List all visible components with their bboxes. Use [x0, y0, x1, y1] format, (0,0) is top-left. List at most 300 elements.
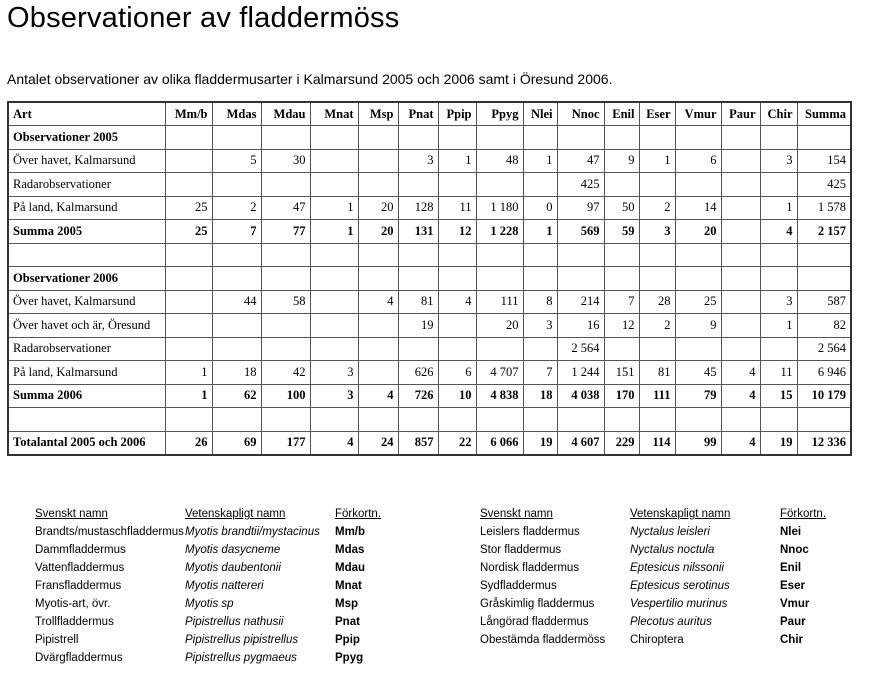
- legend-row: [480, 631, 826, 649]
- legend-abbreviation: Paur: [780, 616, 806, 628]
- legend-row: [35, 541, 381, 559]
- table-cell: 81: [398, 290, 438, 314]
- table-cell: [358, 361, 398, 385]
- legend-scientific-name: Vespertilio murinus: [630, 598, 728, 610]
- table-cell: 1: [310, 220, 358, 244]
- table-row: [8, 290, 851, 314]
- table-cell: 11: [438, 196, 476, 220]
- legend-swedish-name: Obestämda fladdermöss: [480, 634, 606, 646]
- table-cell: [398, 126, 438, 150]
- table-cell: 111: [639, 384, 675, 408]
- legend-swedish-name: Sydfladdermus: [480, 580, 557, 592]
- legend-header-swedish-name: Svenskt namn: [35, 508, 108, 520]
- legend-abbreviation: Ppyg: [335, 652, 364, 664]
- table-cell: 82: [797, 314, 851, 338]
- legend-left: [35, 505, 381, 667]
- table-cell: [523, 173, 557, 197]
- row-label-cell: Observationer 2006: [8, 267, 165, 291]
- legend-row: [35, 613, 381, 631]
- column-header-mmb: Mm/b: [165, 102, 212, 126]
- table-cell: [398, 408, 438, 432]
- page-subtitle: Antalet observationer av olika fladdermusarter i Kalmarsund 2005 och 2006 samt i Öresund 2006.: [7, 71, 613, 87]
- column-header-chir: Chir: [760, 102, 797, 126]
- legend-abbreviation: Nnoc: [780, 544, 809, 556]
- table-cell: [212, 126, 261, 150]
- table-cell: [165, 290, 212, 314]
- table-cell: 626: [398, 361, 438, 385]
- table-cell: 6 946: [797, 361, 851, 385]
- table-cell: 3: [523, 314, 557, 338]
- table-cell: [310, 290, 358, 314]
- table-cell: [760, 126, 797, 150]
- table-cell: 587: [797, 290, 851, 314]
- table-cell: [212, 173, 261, 197]
- table-cell: [721, 290, 760, 314]
- table-cell: [557, 243, 604, 267]
- table-cell: [797, 243, 851, 267]
- table-cell: 47: [261, 196, 310, 220]
- legend-abbreviation: Nlei: [780, 526, 802, 538]
- row-label-cell: Radarobservationer: [8, 337, 165, 361]
- table-cell: [165, 126, 212, 150]
- table-cell: [523, 337, 557, 361]
- table-row: [8, 431, 851, 455]
- legend-scientific-name: Nyctalus leisleri: [630, 526, 710, 538]
- legend-header-scientific-name: Vetenskapligt namn: [185, 508, 286, 520]
- row-label-cell: På land, Kalmarsund: [8, 196, 165, 220]
- table-cell: 20: [675, 220, 721, 244]
- table-cell: [604, 337, 639, 361]
- legend-abbreviation: Enil: [780, 562, 802, 574]
- table-cell: 8: [523, 290, 557, 314]
- legend-scientific-name: Chiroptera: [630, 634, 684, 646]
- table-row: [8, 267, 851, 291]
- table-row: [8, 220, 851, 244]
- legend-row: [480, 577, 826, 595]
- table-cell: [604, 267, 639, 291]
- table-cell: [438, 337, 476, 361]
- table-cell: 1: [438, 149, 476, 173]
- table-cell: [523, 126, 557, 150]
- table-cell: [398, 337, 438, 361]
- table-cell: 177: [261, 431, 310, 455]
- column-header-nlei: Nlei: [523, 102, 557, 126]
- legend-row: [35, 559, 381, 577]
- table-cell: 1 228: [476, 220, 523, 244]
- table-cell: 4: [310, 431, 358, 455]
- table-cell: [438, 243, 476, 267]
- table-cell: 7: [212, 220, 261, 244]
- table-cell: [310, 408, 358, 432]
- table-cell: 1: [523, 149, 557, 173]
- table-cell: 25: [675, 290, 721, 314]
- legend-scientific-name: Myotis dasycneme: [185, 544, 281, 556]
- legend-scientific-name: Pipistrellus nathusii: [185, 616, 284, 628]
- row-label-cell: Över havet, Kalmarsund: [8, 149, 165, 173]
- table-cell: 128: [398, 196, 438, 220]
- table-cell: 69: [212, 431, 261, 455]
- table-cell: 62: [212, 384, 261, 408]
- table-cell: 2 157: [797, 220, 851, 244]
- legend-swedish-name: Långörad fladdermus: [480, 616, 589, 628]
- table-cell: 1: [165, 361, 212, 385]
- table-cell: 15: [760, 384, 797, 408]
- table-cell: [165, 314, 212, 338]
- legend-swedish-name: Nordisk fladdermus: [480, 562, 580, 574]
- table-cell: 2: [639, 314, 675, 338]
- table-cell: [675, 408, 721, 432]
- table-cell: 425: [557, 173, 604, 197]
- table-cell: [212, 408, 261, 432]
- table-cell: [604, 173, 639, 197]
- table-cell: 9: [604, 149, 639, 173]
- table-cell: 170: [604, 384, 639, 408]
- table-cell: [476, 267, 523, 291]
- table-cell: [639, 337, 675, 361]
- table-cell: 19: [523, 431, 557, 455]
- table-cell: [165, 173, 212, 197]
- legend-abbreviation: Eser: [780, 580, 805, 592]
- table-cell: [557, 126, 604, 150]
- row-label-cell: Summa 2005: [8, 220, 165, 244]
- legend-swedish-name: Dammfladdermus: [35, 544, 126, 556]
- table-header-row: [8, 102, 851, 126]
- legend-scientific-name: Myotis daubentonii: [185, 562, 281, 574]
- table-cell: [438, 408, 476, 432]
- table-cell: 25: [165, 196, 212, 220]
- table-cell: [675, 173, 721, 197]
- table-cell: [760, 173, 797, 197]
- table-cell: [675, 243, 721, 267]
- table-cell: [721, 337, 760, 361]
- table-cell: [797, 408, 851, 432]
- legend-row: [480, 613, 826, 631]
- legend-scientific-name: Eptesicus serotinus: [630, 580, 730, 592]
- table-cell: [721, 267, 760, 291]
- legend-row: [480, 559, 826, 577]
- table-cell: 97: [557, 196, 604, 220]
- table-cell: 25: [165, 220, 212, 244]
- table-cell: [212, 243, 261, 267]
- table-cell: [721, 173, 760, 197]
- table-cell: 6: [675, 149, 721, 173]
- table-cell: 1 180: [476, 196, 523, 220]
- row-label-cell: Summa 2006: [8, 384, 165, 408]
- legend-scientific-name: Pipistrellus pipistrellus: [185, 634, 299, 646]
- legend-abbreviation: Mdas: [335, 544, 365, 556]
- legend-scientific-name: Myotis sp: [185, 598, 234, 610]
- table-cell: [639, 267, 675, 291]
- table-cell: 4: [721, 361, 760, 385]
- table-cell: [438, 126, 476, 150]
- table-cell: 1: [760, 314, 797, 338]
- table-cell: [310, 243, 358, 267]
- table-cell: 42: [261, 361, 310, 385]
- table-cell: 3: [639, 220, 675, 244]
- row-label-cell: På land, Kalmarsund: [8, 361, 165, 385]
- table-cell: [760, 267, 797, 291]
- legend-left-header: [35, 505, 381, 523]
- table-cell: [310, 173, 358, 197]
- row-label-cell: Över havet och är, Öresund: [8, 314, 165, 338]
- table-row: [8, 149, 851, 173]
- table-cell: 26: [165, 431, 212, 455]
- table-cell: [358, 337, 398, 361]
- table-cell: 19: [760, 431, 797, 455]
- table-cell: 1: [523, 220, 557, 244]
- table-cell: 3: [760, 149, 797, 173]
- table-cell: [639, 126, 675, 150]
- table-cell: [721, 220, 760, 244]
- table-cell: [721, 243, 760, 267]
- table-cell: 58: [261, 290, 310, 314]
- table-cell: [639, 408, 675, 432]
- legend-swedish-name: Trollfladdermus: [35, 616, 114, 628]
- legend-header-swedish-name: Svenskt namn: [480, 508, 553, 520]
- table-cell: [476, 337, 523, 361]
- table-cell: 81: [639, 361, 675, 385]
- table-cell: [358, 173, 398, 197]
- table-cell: 1: [639, 149, 675, 173]
- table-cell: [165, 149, 212, 173]
- table-cell: 28: [639, 290, 675, 314]
- table-row: [8, 361, 851, 385]
- table-row: [8, 384, 851, 408]
- table-cell: [721, 149, 760, 173]
- column-header-mnat: Mnat: [310, 102, 358, 126]
- table-cell: [760, 243, 797, 267]
- table-cell: [476, 126, 523, 150]
- table-cell: 1: [760, 196, 797, 220]
- table-cell: [639, 173, 675, 197]
- table-cell: [523, 408, 557, 432]
- table-cell: [310, 149, 358, 173]
- column-header-mdau: Mdau: [261, 102, 310, 126]
- legend-scientific-name: Myotis nattereri: [185, 580, 264, 592]
- table-cell: [212, 314, 261, 338]
- table-cell: [721, 314, 760, 338]
- table-cell: [398, 173, 438, 197]
- table-cell: [398, 243, 438, 267]
- table-cell: 4: [358, 384, 398, 408]
- legend-abbreviation: Vmur: [780, 598, 810, 610]
- legend-swedish-name: Brandts/mustaschfladdermus: [35, 526, 184, 538]
- table-cell: 12: [604, 314, 639, 338]
- table-cell: 100: [261, 384, 310, 408]
- table-cell: 111: [476, 290, 523, 314]
- table-cell: [604, 126, 639, 150]
- legend-header-abbreviation: Förkortn.: [335, 508, 382, 520]
- legend-header-scientific-name: Vetenskapligt namn: [630, 508, 731, 520]
- legend-scientific-name: Eptesicus nilssonii: [630, 562, 724, 574]
- table-cell: [261, 173, 310, 197]
- table-cell: 16: [557, 314, 604, 338]
- table-cell: 1 244: [557, 361, 604, 385]
- legend-abbreviation: Ppip: [335, 634, 360, 646]
- table-cell: [398, 267, 438, 291]
- table-cell: 569: [557, 220, 604, 244]
- table-cell: [675, 267, 721, 291]
- table-cell: 11: [760, 361, 797, 385]
- table-cell: [721, 196, 760, 220]
- table-cell: [310, 314, 358, 338]
- table-cell: 20: [358, 220, 398, 244]
- legend-right: [480, 505, 826, 649]
- table-cell: 4: [438, 290, 476, 314]
- legend-abbreviation: Chir: [780, 634, 803, 646]
- row-label-cell: Radarobservationer: [8, 173, 165, 197]
- table-cell: [438, 267, 476, 291]
- legend-scientific-name: Plecotus auritus: [630, 616, 712, 628]
- table-cell: 47: [557, 149, 604, 173]
- table-cell: [438, 314, 476, 338]
- table-cell: 214: [557, 290, 604, 314]
- table-cell: 20: [476, 314, 523, 338]
- table-cell: [165, 408, 212, 432]
- table-cell: 5: [212, 149, 261, 173]
- legend-swedish-name: Myotis-art, övr.: [35, 598, 111, 610]
- table-cell: [557, 408, 604, 432]
- table-cell: 131: [398, 220, 438, 244]
- table-cell: 2 564: [797, 337, 851, 361]
- legend-row: [35, 631, 381, 649]
- table-cell: 18: [523, 384, 557, 408]
- legend-row: [480, 541, 826, 559]
- table-cell: [721, 408, 760, 432]
- table-cell: [760, 408, 797, 432]
- table-cell: [358, 267, 398, 291]
- column-header-nnoc: Nnoc: [557, 102, 604, 126]
- table-cell: [358, 314, 398, 338]
- table-cell: 3: [310, 384, 358, 408]
- table-cell: 1: [165, 384, 212, 408]
- column-header-enil: Enil: [604, 102, 639, 126]
- table-cell: 2: [212, 196, 261, 220]
- table-cell: 79: [675, 384, 721, 408]
- table-cell: 4: [721, 431, 760, 455]
- table-cell: 44: [212, 290, 261, 314]
- table-cell: 10 179: [797, 384, 851, 408]
- table-cell: 19: [398, 314, 438, 338]
- table-cell: 59: [604, 220, 639, 244]
- legend-abbreviation: Mm/b: [335, 526, 366, 538]
- table-cell: 45: [675, 361, 721, 385]
- table-cell: 10: [438, 384, 476, 408]
- table-cell: [604, 408, 639, 432]
- table-cell: 4 038: [557, 384, 604, 408]
- table-cell: 4 838: [476, 384, 523, 408]
- table-cell: 12 336: [797, 431, 851, 455]
- table-row: [8, 408, 851, 432]
- legend-row: [35, 577, 381, 595]
- table-cell: 4: [721, 384, 760, 408]
- table-cell: 4: [760, 220, 797, 244]
- table-row: [8, 126, 851, 150]
- table-cell: [165, 337, 212, 361]
- table-cell: 14: [675, 196, 721, 220]
- table-cell: [358, 243, 398, 267]
- legend-abbreviation: Pnat: [335, 616, 360, 628]
- table-cell: [675, 126, 721, 150]
- table-cell: 77: [261, 220, 310, 244]
- table-cell: 3: [760, 290, 797, 314]
- legend-scientific-name: Myotis brandtii/mystacinus: [185, 526, 320, 538]
- table-cell: [165, 243, 212, 267]
- table-cell: 50: [604, 196, 639, 220]
- legend-swedish-name: Stor fladdermus: [480, 544, 562, 556]
- row-label-cell: [8, 408, 165, 432]
- column-header-pnat: Pnat: [398, 102, 438, 126]
- table-cell: [261, 314, 310, 338]
- table-cell: [212, 267, 261, 291]
- table-cell: [476, 173, 523, 197]
- table-cell: 22: [438, 431, 476, 455]
- table-cell: 24: [358, 431, 398, 455]
- table-cell: [310, 126, 358, 150]
- table-cell: [523, 267, 557, 291]
- column-header-art: Art: [8, 102, 165, 126]
- table-cell: 229: [604, 431, 639, 455]
- table-cell: [438, 173, 476, 197]
- table-cell: [261, 267, 310, 291]
- table-cell: 9: [675, 314, 721, 338]
- table-cell: 425: [797, 173, 851, 197]
- table-cell: 6 066: [476, 431, 523, 455]
- column-header-paur: Paur: [721, 102, 760, 126]
- table-cell: 151: [604, 361, 639, 385]
- table-cell: [721, 126, 760, 150]
- table-cell: [261, 408, 310, 432]
- legend-swedish-name: Fransfladdermus: [35, 580, 122, 592]
- column-header-msp: Msp: [358, 102, 398, 126]
- legend-header-abbreviation: Förkortn.: [780, 508, 827, 520]
- legend-swedish-name: Gråskimlig fladdermus: [480, 598, 595, 610]
- table-cell: [165, 267, 212, 291]
- legend-swedish-name: Leislers fladdermus: [480, 526, 580, 538]
- table-cell: [523, 243, 557, 267]
- legend-row: [35, 523, 381, 541]
- table-cell: [476, 408, 523, 432]
- legend-abbreviation: Msp: [335, 598, 358, 610]
- table-row: [8, 196, 851, 220]
- table-row: [8, 337, 851, 361]
- table-cell: [760, 337, 797, 361]
- table-cell: [604, 243, 639, 267]
- table-cell: 726: [398, 384, 438, 408]
- table-cell: 48: [476, 149, 523, 173]
- legend-abbreviation: Mdau: [335, 562, 366, 574]
- row-label-cell: [8, 243, 165, 267]
- page-title: Observationer av fladdermöss: [7, 2, 400, 34]
- table-cell: 3: [310, 361, 358, 385]
- table-cell: 2 564: [557, 337, 604, 361]
- table-cell: [358, 149, 398, 173]
- row-label-cell: Observationer 2005: [8, 126, 165, 150]
- table-cell: [261, 126, 310, 150]
- column-header-ppyg: Ppyg: [476, 102, 523, 126]
- table-cell: 18: [212, 361, 261, 385]
- legend-row: [480, 523, 826, 541]
- row-label-cell: Totalantal 2005 och 2006: [8, 431, 165, 455]
- table-cell: [358, 126, 398, 150]
- table-cell: 12: [438, 220, 476, 244]
- table-cell: [675, 337, 721, 361]
- legend-swedish-name: Dvärgfladdermus: [35, 652, 123, 664]
- legend-scientific-name: Pipistrellus pygmaeus: [185, 652, 297, 664]
- table-cell: 30: [261, 149, 310, 173]
- table-cell: 6: [438, 361, 476, 385]
- table-cell: [797, 126, 851, 150]
